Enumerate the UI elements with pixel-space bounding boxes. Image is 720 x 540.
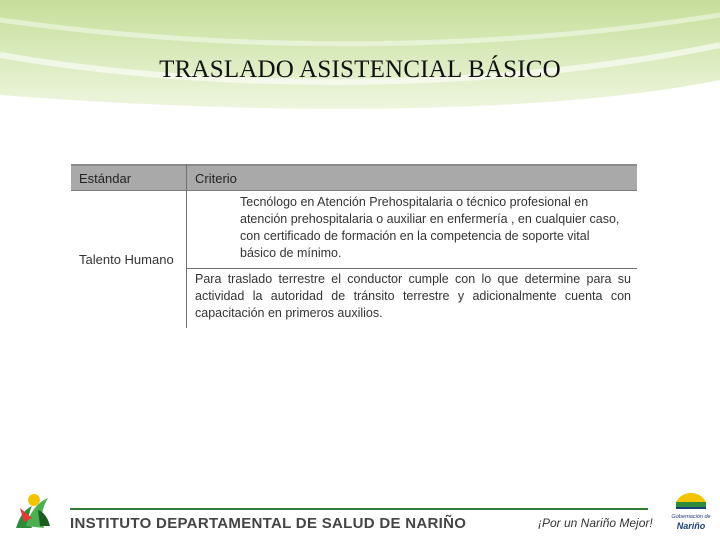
header-criterio: Criterio — [195, 171, 237, 186]
logo-brand: Nariño — [676, 521, 706, 531]
standard-cell: Talento Humano — [79, 252, 174, 267]
footer-divider — [70, 508, 648, 510]
instituto-logo — [10, 488, 54, 532]
criterion-2: Para traslado terrestre el conductor cumple con lo que determine para su actividad la autoridad de tránsito terrestre y adicionalmente cuenta con capacitación en primeros auxilios. — [195, 272, 631, 320]
slide-title: TRASLADO ASISTENCIAL BÁSICO — [159, 56, 561, 83]
header-estandar: Estándar — [79, 171, 132, 186]
table-header-row — [71, 164, 637, 191]
criterion-1: Tecnólogo en Atención Prehospitalaria o técnico profesional en atención prehospitalaria o auxiliar en enfermería , en cualquier caso, con certificado de formación en la competencia de soporte vital básico de mínimo. — [240, 195, 620, 260]
logo-caption: Gobernación de — [671, 514, 711, 520]
criteria-table — [71, 164, 637, 328]
row-divider — [187, 268, 637, 269]
column-divider — [186, 164, 187, 328]
slogan: ¡Por un Nariño Mejor! — [538, 516, 653, 530]
institution-name: INSTITUTO DEPARTAMENTAL DE SALUD DE NARIÑO — [70, 515, 467, 532]
